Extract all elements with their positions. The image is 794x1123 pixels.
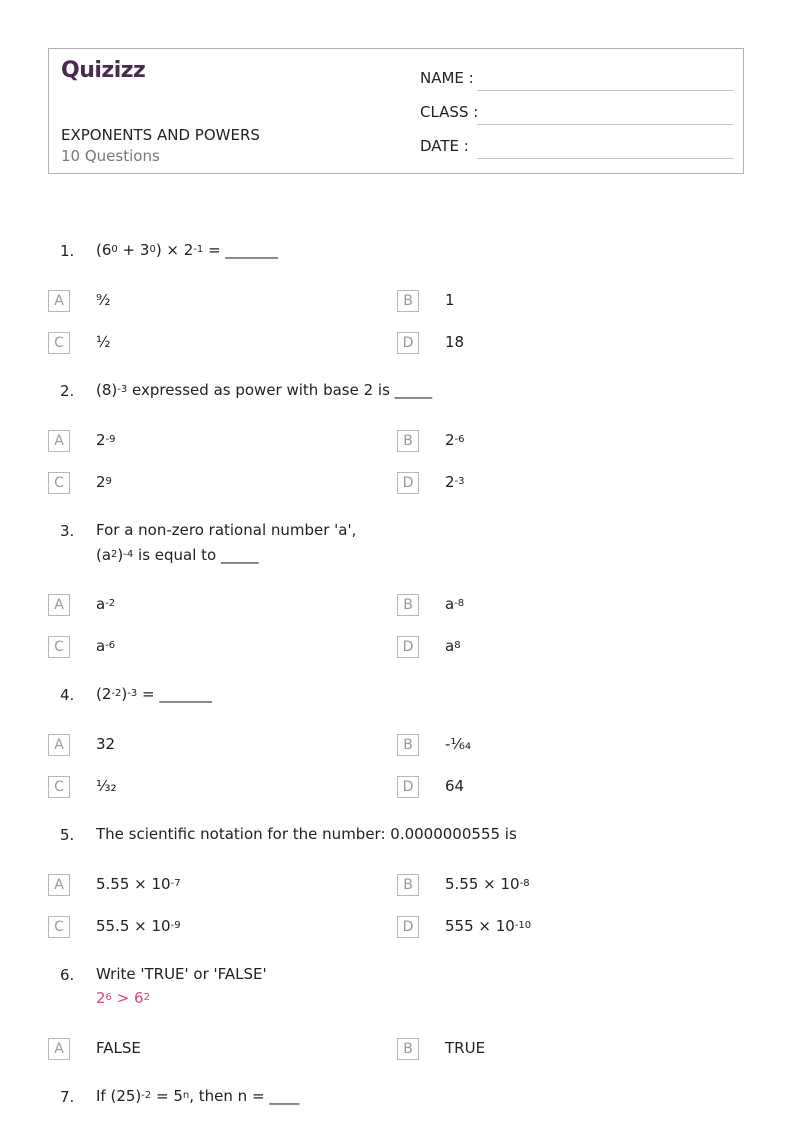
option-c-box[interactable]: C (48, 916, 70, 938)
option-d-box[interactable]: D (397, 636, 419, 658)
question-text: $(2^{-2})^{-3}$ = _______ (96, 685, 212, 703)
option-d-box[interactable]: D (397, 916, 419, 938)
option-c-text[interactable]: $2^9$ (96, 473, 112, 491)
question-number: 2. (60, 382, 75, 400)
question-count: 10 Questions (61, 147, 160, 165)
option-b-text[interactable]: 1 (445, 291, 455, 309)
worksheet-title: EXPONENTS AND POWERS (61, 126, 260, 144)
option-d-text[interactable]: $2^{-3}$ (445, 473, 465, 491)
option-b-text[interactable]: $5.55 \times 10^{-8}$ (445, 875, 530, 893)
option-b-text[interactable]: $2^{-6}$ (445, 431, 465, 449)
option-b-text[interactable]: $a^{-8}$ (445, 595, 465, 613)
option-a-box[interactable]: A (48, 734, 70, 756)
option-d-text[interactable]: $555 \times 10^{-10}$ (445, 917, 532, 935)
class-label: CLASS : (420, 103, 479, 121)
date-label: DATE : (420, 137, 469, 155)
option-a-text[interactable]: $a^{-2}$ (96, 595, 116, 613)
question-text: The scientific notation for the number: 0.0000000555 is (96, 825, 517, 843)
option-c-box[interactable]: C (48, 776, 70, 798)
option-a-text[interactable]: $2^{-9}$ (96, 431, 116, 449)
question-text: Write 'TRUE' or 'FALSE' (96, 965, 267, 983)
option-a-box[interactable]: A (48, 1038, 70, 1060)
option-a-text[interactable]: $5.55 \times 10^{-7}$ (96, 875, 181, 893)
question-subtext: $(a^2)^{-4}$ is equal to _____ (96, 546, 259, 564)
option-b-box[interactable]: B (397, 1038, 419, 1060)
option-a-text[interactable]: ⁹⁄₂ (96, 291, 111, 309)
option-d-text[interactable]: 18 (445, 333, 465, 351)
option-d-box[interactable]: D (397, 472, 419, 494)
option-a-box[interactable]: A (48, 430, 70, 452)
question-number: 5. (60, 826, 75, 844)
question-number: 3. (60, 522, 75, 540)
option-b-box[interactable]: B (397, 874, 419, 896)
question-number: 6. (60, 966, 75, 984)
question-number: 1. (60, 242, 75, 260)
option-a-box[interactable]: A (48, 290, 70, 312)
option-b-box[interactable]: B (397, 290, 419, 312)
class-line (477, 124, 733, 125)
option-d-text[interactable]: $a^8$ (445, 637, 461, 655)
option-b-text[interactable]: -¹⁄₆₄ (445, 735, 471, 753)
question-number: 4. (60, 686, 75, 704)
option-d-text[interactable]: 64 (445, 777, 465, 795)
name-label: NAME : (420, 69, 474, 87)
option-b-box[interactable]: B (397, 430, 419, 452)
question-subtext: $2^6 > 6^2$ (96, 989, 150, 1007)
option-c-text[interactable]: ¹⁄₃₂ (96, 777, 117, 795)
question-text: $(8)^{-3}$ expressed as power with base 2 is _____ (96, 381, 433, 399)
option-c-box[interactable]: C (48, 636, 70, 658)
worksheet-header (48, 48, 744, 174)
option-a-box[interactable]: A (48, 874, 70, 896)
option-a-text[interactable]: FALSE (96, 1039, 141, 1057)
date-line (477, 158, 733, 159)
option-b-box[interactable]: B (397, 734, 419, 756)
option-c-box[interactable]: C (48, 472, 70, 494)
question-text: If $(25)^{-2} = 5^n$, then n = ____ (96, 1087, 300, 1105)
option-d-box[interactable]: D (397, 332, 419, 354)
question-text: For a non-zero rational number 'a', (96, 521, 357, 539)
question-text: $(6^0 + 3^0) \times 2^{-1}$ = _______ (96, 241, 278, 259)
option-c-text[interactable]: $55.5 \times 10^{-9}$ (96, 917, 181, 935)
question-number: 7. (60, 1088, 75, 1106)
option-c-box[interactable]: C (48, 332, 70, 354)
option-c-text[interactable]: $a^{-6}$ (96, 637, 116, 655)
option-a-box[interactable]: A (48, 594, 70, 616)
option-c-text[interactable]: ½ (96, 333, 111, 351)
option-b-text[interactable]: TRUE (445, 1039, 486, 1057)
quizizz-logo: Quizizz (61, 58, 146, 83)
option-b-box[interactable]: B (397, 594, 419, 616)
name-line (477, 90, 733, 91)
option-a-text[interactable]: 32 (96, 735, 116, 753)
option-d-box[interactable]: D (397, 776, 419, 798)
